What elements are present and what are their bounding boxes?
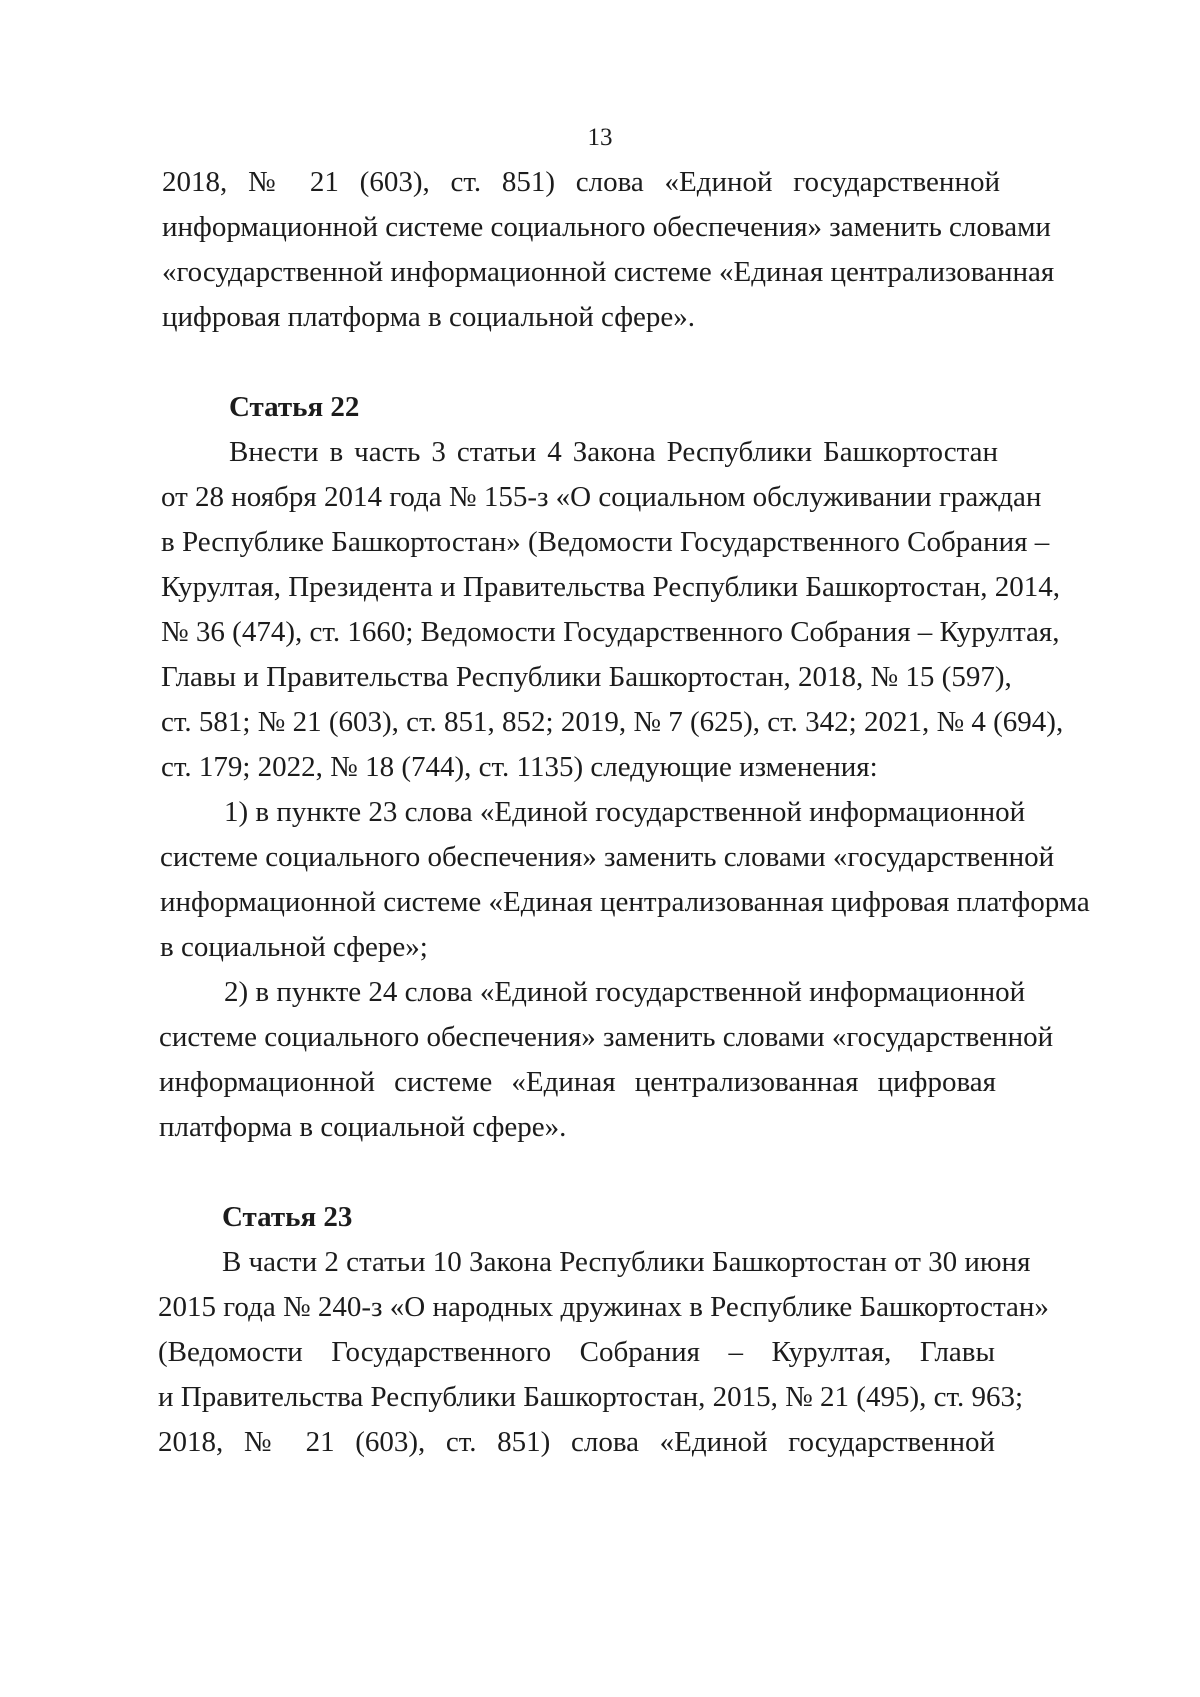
text-line: информационной системе «Единая централизованная цифровая платформа xyxy=(160,886,1090,918)
page-number: 13 xyxy=(587,124,613,151)
text-line: и Правительства Республики Башкортостан, 2015, № 21 (495), ст. 963; xyxy=(158,1381,1024,1413)
text-line: информационной системе «Единая централизованная цифровая xyxy=(159,1066,996,1098)
text-line: платформа в социальной сфере». xyxy=(159,1111,567,1143)
text-line: № 36 (474), ст. 1660; Ведомости Государственного Собрания – Курултая, xyxy=(161,616,1060,648)
text-line: Внести в часть 3 статьи 4 Закона Республики Башкортостан xyxy=(229,436,998,468)
text-line: от 28 ноября 2014 года № 155-з «О социальном обслуживании граждан xyxy=(161,481,1042,513)
list-item-line: 1) в пункте 23 слова «Единой государственной информационной xyxy=(224,796,1026,828)
text-line: системе социального обеспечения» заменить словами «государственной xyxy=(160,841,1055,873)
text-line: В части 2 статьи 10 Закона Республики Башкортостан от 30 июня xyxy=(222,1246,1031,1278)
article-heading: Статья 22 xyxy=(229,391,360,423)
text-line: 2015 года № 240-з «О народных дружинах в Республике Башкортостан» xyxy=(158,1291,1049,1323)
text-line: Курултая, Президента и Правительства Республики Башкортостан, 2014, xyxy=(161,571,1061,603)
text-line: цифровая платформа в социальной сфере». xyxy=(162,301,695,333)
text-line: в Республике Башкортостан» (Ведомости Государственного Собрания – xyxy=(161,526,1050,558)
text-line: 2018, № 21 (603), ст. 851) слова «Единой государственной xyxy=(158,1426,995,1458)
text-line: информационной системе социального обеспечения» заменить словами xyxy=(162,211,1051,243)
text-line: ст. 581; № 21 (603), ст. 851, 852; 2019, № 7 (625), ст. 342; 2021, № 4 (694), xyxy=(161,706,1064,738)
text-line: (Ведомости Государственного Собрания – Курултая, Главы xyxy=(158,1336,995,1368)
list-item-line: 2) в пункте 24 слова «Единой государственной информационной xyxy=(224,976,1026,1008)
text-line: в социальной сфере»; xyxy=(160,931,428,963)
text-line: системе социального обеспечения» заменить словами «государственной xyxy=(159,1021,1054,1053)
text-line: 2018, № 21 (603), ст. 851) слова «Единой государственной xyxy=(162,166,1000,198)
text-line: Главы и Правительства Республики Башкортостан, 2018, № 15 (597), xyxy=(161,661,1012,693)
text-line: ст. 179; 2022, № 18 (744), ст. 1135) следующие изменения: xyxy=(161,751,878,783)
article-heading: Статья 23 xyxy=(222,1201,353,1233)
text-line: «государственной информационной системе «Единая централизованная xyxy=(162,256,1055,288)
